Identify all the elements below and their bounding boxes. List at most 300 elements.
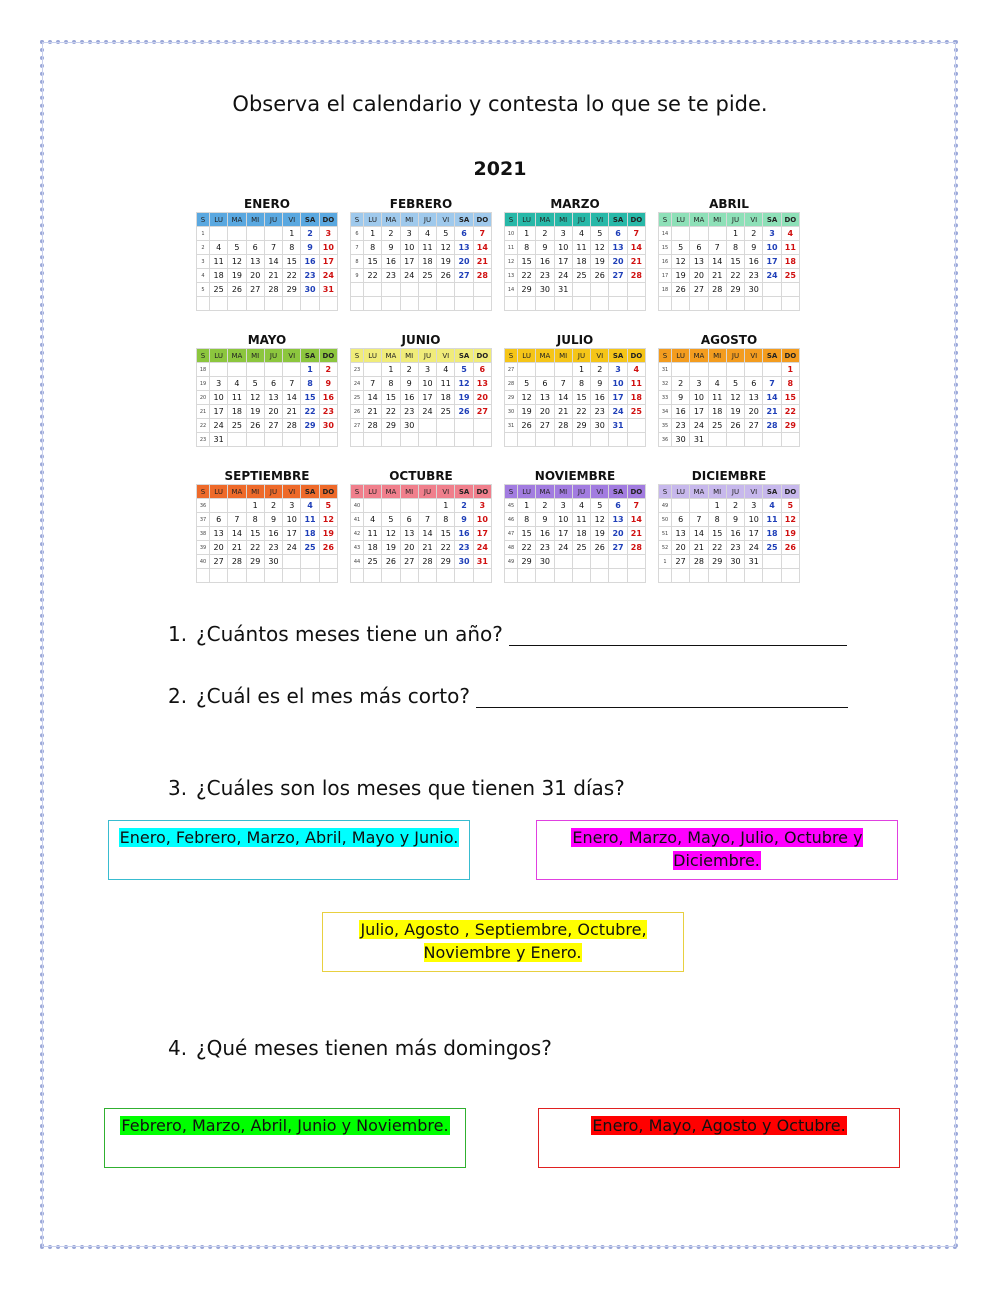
day-cell: 18 xyxy=(301,527,319,541)
month-septiembre xyxy=(196,469,338,583)
day-cell xyxy=(228,227,246,241)
weekday-header: JU xyxy=(572,349,590,363)
day-cell: 28 xyxy=(418,555,436,569)
day-cell: 20 xyxy=(264,405,282,419)
day-cell: 12 xyxy=(591,513,609,527)
day-cell xyxy=(745,569,763,583)
day-cell xyxy=(437,297,455,311)
day-cell xyxy=(708,227,726,241)
answer-line-1[interactable] xyxy=(509,625,847,646)
week-number: 36 xyxy=(197,499,210,513)
day-cell xyxy=(246,363,264,377)
answer-line-2[interactable] xyxy=(476,687,848,708)
day-cell xyxy=(745,363,763,377)
day-cell xyxy=(763,283,781,297)
week-number: 4 xyxy=(197,269,210,283)
day-cell: 3 xyxy=(400,227,418,241)
day-cell xyxy=(246,297,264,311)
day-cell: 19 xyxy=(246,405,264,419)
weekday-header: DO xyxy=(473,213,491,227)
day-cell: 17 xyxy=(763,255,781,269)
week-number: 29 xyxy=(505,391,518,405)
day-cell: 10 xyxy=(418,377,436,391)
day-cell: 27 xyxy=(745,419,763,433)
week-number: 40 xyxy=(351,499,364,513)
day-cell: 14 xyxy=(228,527,246,541)
question-3 xyxy=(168,776,625,800)
day-cell xyxy=(591,297,609,311)
day-cell xyxy=(264,433,282,447)
day-cell: 15 xyxy=(781,391,799,405)
month-title: DICIEMBRE xyxy=(691,469,767,483)
day-cell: 10 xyxy=(763,241,781,255)
month-mayo xyxy=(196,333,338,447)
q3-option-c[interactable] xyxy=(322,912,684,972)
day-cell: 27 xyxy=(690,283,708,297)
day-cell: 26 xyxy=(726,419,744,433)
day-cell: 29 xyxy=(283,283,301,297)
day-cell: 2 xyxy=(301,227,319,241)
day-cell: 19 xyxy=(382,541,400,555)
day-cell xyxy=(781,569,799,583)
weekday-header: JU xyxy=(264,485,282,499)
day-cell xyxy=(518,433,536,447)
question-text: ¿Cuántos meses tiene un año? xyxy=(196,622,503,646)
day-cell xyxy=(264,297,282,311)
weekday-header: MA xyxy=(536,349,554,363)
day-cell xyxy=(609,297,627,311)
day-cell: 17 xyxy=(554,527,572,541)
day-cell xyxy=(382,433,400,447)
day-cell xyxy=(400,569,418,583)
day-cell: 29 xyxy=(246,555,264,569)
day-cell: 30 xyxy=(301,283,319,297)
question-4 xyxy=(168,1036,552,1060)
week-number xyxy=(351,569,364,583)
q4-option-b[interactable] xyxy=(538,1108,900,1168)
day-cell: 9 xyxy=(301,241,319,255)
day-cell: 8 xyxy=(246,513,264,527)
day-cell xyxy=(382,283,400,297)
week-number: 23 xyxy=(197,433,210,447)
day-cell xyxy=(246,227,264,241)
day-cell: 1 xyxy=(364,227,382,241)
weekday-header: MA xyxy=(228,485,246,499)
day-cell: 6 xyxy=(609,227,627,241)
day-cell: 30 xyxy=(726,555,744,569)
day-cell: 5 xyxy=(319,499,337,513)
week-number: 7 xyxy=(351,241,364,255)
day-cell: 8 xyxy=(301,377,319,391)
day-cell: 10 xyxy=(319,241,337,255)
day-cell: 17 xyxy=(745,527,763,541)
week-number xyxy=(659,569,672,583)
question-text: ¿Qué meses tienen más domingos? xyxy=(196,1036,552,1060)
weekday-header: S xyxy=(659,213,672,227)
weekday-header: SA xyxy=(763,485,781,499)
day-cell: 13 xyxy=(264,391,282,405)
day-cell: 23 xyxy=(319,405,337,419)
day-cell xyxy=(690,363,708,377)
day-cell: 6 xyxy=(609,499,627,513)
day-cell: 28 xyxy=(554,419,572,433)
day-cell: 5 xyxy=(228,241,246,255)
day-cell: 8 xyxy=(572,377,590,391)
week-number xyxy=(197,569,210,583)
day-cell: 2 xyxy=(382,227,400,241)
weekday-header: JU xyxy=(264,349,282,363)
day-cell: 8 xyxy=(708,513,726,527)
week-number: 30 xyxy=(505,405,518,419)
question-number: 2. xyxy=(168,684,188,708)
weekday-header: LU xyxy=(210,349,228,363)
month-title: FEBRERO xyxy=(389,197,453,211)
day-cell xyxy=(518,363,536,377)
day-cell: 28 xyxy=(228,555,246,569)
weekday-header: LU xyxy=(672,349,690,363)
day-cell: 12 xyxy=(319,513,337,527)
day-cell: 29 xyxy=(708,555,726,569)
week-number: 14 xyxy=(659,227,672,241)
day-cell: 24 xyxy=(473,541,491,555)
week-number: 11 xyxy=(505,241,518,255)
week-number: 27 xyxy=(505,363,518,377)
month-febrero xyxy=(350,197,492,311)
day-cell: 13 xyxy=(745,391,763,405)
day-cell: 21 xyxy=(627,527,645,541)
day-cell: 12 xyxy=(228,255,246,269)
day-cell: 20 xyxy=(536,405,554,419)
day-cell: 15 xyxy=(437,527,455,541)
day-cell: 19 xyxy=(437,255,455,269)
week-number: 43 xyxy=(351,541,364,555)
week-number: 31 xyxy=(659,363,672,377)
day-cell: 1 xyxy=(781,363,799,377)
q3-option-b[interactable] xyxy=(536,820,898,880)
day-cell xyxy=(609,569,627,583)
day-cell: 5 xyxy=(726,377,744,391)
weekday-header: JU xyxy=(264,213,282,227)
day-cell xyxy=(364,297,382,311)
week-number: 32 xyxy=(659,377,672,391)
day-cell: 2 xyxy=(745,227,763,241)
day-cell: 17 xyxy=(609,391,627,405)
day-cell: 15 xyxy=(246,527,264,541)
week-number: 49 xyxy=(659,499,672,513)
week-number: 3 xyxy=(197,255,210,269)
month-table xyxy=(658,348,800,447)
day-cell xyxy=(319,569,337,583)
day-cell: 17 xyxy=(400,255,418,269)
day-cell: 12 xyxy=(726,391,744,405)
day-cell: 13 xyxy=(455,241,473,255)
week-number: 19 xyxy=(197,377,210,391)
week-number: 5 xyxy=(197,283,210,297)
day-cell: 15 xyxy=(708,527,726,541)
day-cell: 6 xyxy=(672,513,690,527)
week-number: 6 xyxy=(351,227,364,241)
day-cell: 16 xyxy=(455,527,473,541)
day-cell: 30 xyxy=(536,555,554,569)
day-cell: 17 xyxy=(473,527,491,541)
month-table xyxy=(350,212,492,311)
day-cell: 21 xyxy=(708,269,726,283)
day-cell: 13 xyxy=(246,255,264,269)
weekday-header: VI xyxy=(591,485,609,499)
day-cell xyxy=(591,555,609,569)
day-cell: 19 xyxy=(319,527,337,541)
weekday-header: S xyxy=(351,213,364,227)
weekday-header: MA xyxy=(536,485,554,499)
day-cell: 17 xyxy=(210,405,228,419)
week-number: 8 xyxy=(351,255,364,269)
day-cell: 28 xyxy=(473,269,491,283)
weekday-header: VI xyxy=(283,213,301,227)
day-cell: 10 xyxy=(609,377,627,391)
day-cell xyxy=(319,297,337,311)
day-cell: 30 xyxy=(264,555,282,569)
weekday-header: DO xyxy=(627,213,645,227)
weekday-header: VI xyxy=(591,213,609,227)
day-cell xyxy=(690,569,708,583)
day-cell xyxy=(364,499,382,513)
day-cell: 22 xyxy=(301,405,319,419)
day-cell: 12 xyxy=(246,391,264,405)
day-cell: 18 xyxy=(763,527,781,541)
month-diciembre xyxy=(658,469,800,583)
day-cell: 2 xyxy=(536,227,554,241)
week-number: 31 xyxy=(505,419,518,433)
day-cell: 5 xyxy=(437,227,455,241)
week-number: 47 xyxy=(505,527,518,541)
day-cell: 27 xyxy=(400,555,418,569)
weekday-header: DO xyxy=(627,485,645,499)
month-table xyxy=(504,348,646,447)
day-cell xyxy=(364,569,382,583)
day-cell: 6 xyxy=(264,377,282,391)
day-cell: 11 xyxy=(210,255,228,269)
calendar-grid xyxy=(0,0,1000,600)
day-cell: 28 xyxy=(283,419,301,433)
weekday-header: JU xyxy=(572,213,590,227)
day-cell: 26 xyxy=(246,419,264,433)
week-number: 20 xyxy=(197,391,210,405)
day-cell xyxy=(228,569,246,583)
day-cell: 26 xyxy=(591,269,609,283)
day-cell: 18 xyxy=(437,391,455,405)
weekday-header: MA xyxy=(228,213,246,227)
week-number: 33 xyxy=(659,391,672,405)
day-cell: 4 xyxy=(708,377,726,391)
weekday-header: SA xyxy=(609,349,627,363)
day-cell: 3 xyxy=(418,363,436,377)
day-cell: 23 xyxy=(591,405,609,419)
day-cell: 25 xyxy=(228,419,246,433)
day-cell: 4 xyxy=(301,499,319,513)
month-title: NOVIEMBRE xyxy=(534,469,616,483)
question-2 xyxy=(168,684,848,708)
day-cell: 22 xyxy=(246,541,264,555)
day-cell: 4 xyxy=(627,363,645,377)
day-cell xyxy=(708,433,726,447)
weekday-header: VI xyxy=(283,485,301,499)
day-cell: 9 xyxy=(536,241,554,255)
day-cell xyxy=(228,499,246,513)
day-cell xyxy=(228,297,246,311)
month-table xyxy=(504,212,646,311)
weekday-header: VI xyxy=(745,485,763,499)
day-cell xyxy=(609,555,627,569)
month-title: MARZO xyxy=(550,197,600,211)
day-cell xyxy=(708,297,726,311)
day-cell: 4 xyxy=(437,363,455,377)
day-cell: 19 xyxy=(781,527,799,541)
month-abril xyxy=(658,197,800,311)
day-cell: 11 xyxy=(418,241,436,255)
day-cell: 19 xyxy=(591,527,609,541)
day-cell: 5 xyxy=(591,227,609,241)
month-junio xyxy=(350,333,492,447)
day-cell xyxy=(455,569,473,583)
day-cell xyxy=(473,419,491,433)
day-cell: 7 xyxy=(627,227,645,241)
day-cell xyxy=(473,297,491,311)
day-cell: 29 xyxy=(572,419,590,433)
day-cell: 19 xyxy=(726,405,744,419)
day-cell xyxy=(400,433,418,447)
day-cell xyxy=(536,433,554,447)
day-cell: 30 xyxy=(672,433,690,447)
weekday-header: S xyxy=(505,485,518,499)
weekday-header: MI xyxy=(554,213,572,227)
day-cell xyxy=(364,363,382,377)
day-cell: 20 xyxy=(609,255,627,269)
day-cell: 22 xyxy=(572,405,590,419)
day-cell: 12 xyxy=(437,241,455,255)
day-cell xyxy=(672,569,690,583)
week-number: 44 xyxy=(351,555,364,569)
weekday-header: MA xyxy=(382,213,400,227)
day-cell: 12 xyxy=(591,241,609,255)
day-cell: 24 xyxy=(210,419,228,433)
day-cell: 16 xyxy=(745,255,763,269)
day-cell: 26 xyxy=(228,283,246,297)
day-cell xyxy=(382,297,400,311)
day-cell: 27 xyxy=(473,405,491,419)
day-cell: 18 xyxy=(364,541,382,555)
day-cell: 22 xyxy=(726,269,744,283)
day-cell: 31 xyxy=(210,433,228,447)
day-cell: 3 xyxy=(763,227,781,241)
day-cell: 23 xyxy=(455,541,473,555)
day-cell: 14 xyxy=(627,513,645,527)
day-cell: 10 xyxy=(690,391,708,405)
day-cell: 9 xyxy=(591,377,609,391)
day-cell: 31 xyxy=(745,555,763,569)
week-number xyxy=(659,297,672,311)
day-cell xyxy=(609,283,627,297)
week-number xyxy=(505,433,518,447)
day-cell xyxy=(554,433,572,447)
day-cell xyxy=(763,297,781,311)
day-cell xyxy=(536,363,554,377)
day-cell: 9 xyxy=(455,513,473,527)
day-cell: 2 xyxy=(591,363,609,377)
day-cell: 15 xyxy=(283,255,301,269)
weekday-header: MI xyxy=(246,485,264,499)
weekday-header: MA xyxy=(382,485,400,499)
day-cell xyxy=(627,433,645,447)
day-cell: 13 xyxy=(609,513,627,527)
weekday-header: MI xyxy=(708,485,726,499)
day-cell xyxy=(301,569,319,583)
day-cell: 25 xyxy=(437,405,455,419)
day-cell: 20 xyxy=(210,541,228,555)
day-cell xyxy=(572,569,590,583)
day-cell: 30 xyxy=(319,419,337,433)
day-cell xyxy=(455,433,473,447)
day-cell: 20 xyxy=(473,391,491,405)
weekday-header: S xyxy=(197,213,210,227)
q4-option-a[interactable] xyxy=(104,1108,466,1168)
day-cell: 23 xyxy=(745,269,763,283)
week-number: 27 xyxy=(351,419,364,433)
weekday-header: LU xyxy=(364,485,382,499)
day-cell: 7 xyxy=(554,377,572,391)
day-cell: 16 xyxy=(264,527,282,541)
day-cell: 3 xyxy=(690,377,708,391)
question-text: ¿Cuál es el mes más corto? xyxy=(196,684,470,708)
day-cell xyxy=(518,297,536,311)
day-cell: 4 xyxy=(763,499,781,513)
day-cell: 6 xyxy=(246,241,264,255)
week-number xyxy=(197,297,210,311)
weekday-header: DO xyxy=(627,349,645,363)
day-cell: 2 xyxy=(536,499,554,513)
weekday-header: LU xyxy=(672,485,690,499)
day-cell: 1 xyxy=(518,227,536,241)
day-cell: 14 xyxy=(364,391,382,405)
day-cell: 11 xyxy=(763,513,781,527)
week-number: 50 xyxy=(659,513,672,527)
day-cell: 15 xyxy=(382,391,400,405)
day-cell xyxy=(591,433,609,447)
week-number: 1 xyxy=(197,227,210,241)
day-cell: 3 xyxy=(745,499,763,513)
q3-option-a[interactable] xyxy=(108,820,470,880)
weekday-header: LU xyxy=(518,213,536,227)
weekday-header: LU xyxy=(672,213,690,227)
day-cell: 15 xyxy=(518,527,536,541)
day-cell xyxy=(627,555,645,569)
weekday-header: JU xyxy=(418,485,436,499)
weekday-header: SA xyxy=(609,213,627,227)
day-cell xyxy=(554,569,572,583)
weekday-header: JU xyxy=(418,349,436,363)
day-cell: 24 xyxy=(400,269,418,283)
day-cell: 13 xyxy=(672,527,690,541)
day-cell xyxy=(418,499,436,513)
day-cell xyxy=(690,297,708,311)
day-cell: 8 xyxy=(382,377,400,391)
day-cell xyxy=(364,283,382,297)
day-cell xyxy=(763,363,781,377)
day-cell: 10 xyxy=(210,391,228,405)
week-number: 18 xyxy=(197,363,210,377)
day-cell: 19 xyxy=(672,269,690,283)
day-cell xyxy=(781,433,799,447)
day-cell: 17 xyxy=(554,255,572,269)
